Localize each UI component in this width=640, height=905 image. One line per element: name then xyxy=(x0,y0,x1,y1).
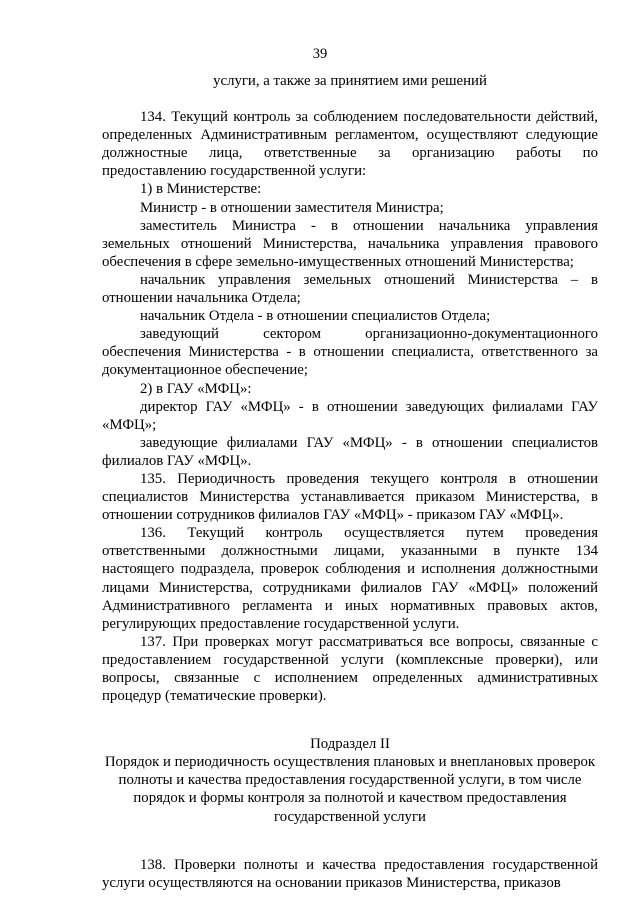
paragraph-branch-heads: заведующие филиалами ГАУ «МФЦ» - в отношении специалистов филиалов ГАУ «МФЦ». xyxy=(102,434,598,469)
subsection-title: Порядок и периодичность осуществления плановых и внеплановых проверок полноты и качества предоставления государственной услуги, в том числе порядок и формы контроля за полнотой и качеством предоставления государственной услуги xyxy=(104,754,596,825)
paragraph-mfc-director: директор ГАУ «МФЦ» - в отношении заведующих филиалами ГАУ «МФЦ»; xyxy=(102,398,598,433)
paragraph-sector-head: заведующий сектором организационно-документационного обеспечения Министерства - в отношении специалиста, ответственного за документационное обеспечение; xyxy=(102,326,598,379)
paragraph-head-of-division: начальник Отдела - в отношении специалистов Отдела; xyxy=(140,308,491,325)
paragraph-minister: Министр - в отношении заместителя Министра; xyxy=(140,199,444,216)
paragraph-138: 138. Проверки полноты и качества предоставления государственной услуги осуществляются на основании приказов Министерства, приказов xyxy=(102,856,598,891)
paragraph-head-land-department: начальник управления земельных отношений Министерства – в отношении начальника Отдела; xyxy=(102,271,598,307)
paragraph-135: 135. Периодичность проведения текущего контроля в отношении специалистов Министерства устанавливается приказом Министерства, в отношении сотрудников филиалов ГАУ «МФЦ» - приказом ГАУ «МФЦ». xyxy=(102,470,598,524)
paragraph-item-ministry: 1) в Министерстве: xyxy=(140,181,262,198)
document-body xyxy=(102,72,598,892)
paragraph-134: 134. Текущий контроль за соблюдением последовательности действий, определенных Административным регламентом, осуществляют следующие должностные лица, ответственные за организацию работы по предоставлению государственной услуги: xyxy=(102,109,598,180)
paragraph-137: 137. При проверках могут рассматриваться все вопросы, связанные с предоставлением государственной услуги (комплексные проверки), или вопросы, связанные с исполнением определенных административных процедур (тематические проверки). xyxy=(102,633,598,705)
subsection-number: Подраздел II xyxy=(310,736,390,753)
paragraph-136: 136. Текущий контроль осуществляется путем проведения ответственными должностными лицами, указанными в пункте 134 настоящего подраздела, проверок соблюдения и исполнения должностными лицами Министерства, сотрудниками филиалов ГАУ «МФЦ» положений Административного регламента и иных нормативных правовых актов, регулирующих предоставление государственной услуги. xyxy=(102,525,598,632)
paragraph-continuation-heading: услуги, а также за принятием ими решений xyxy=(213,73,487,89)
page-number: 39 xyxy=(312,46,328,62)
paragraph-item-mfc: 2) в ГАУ «МФЦ»: xyxy=(140,380,252,397)
paragraph-deputy-minister: заместитель Министра - в отношении начальника управления земельных отношений Министерства, начальника управления правового обеспечения в сфере земельно-имущественных отношений Министерства; xyxy=(102,217,598,270)
